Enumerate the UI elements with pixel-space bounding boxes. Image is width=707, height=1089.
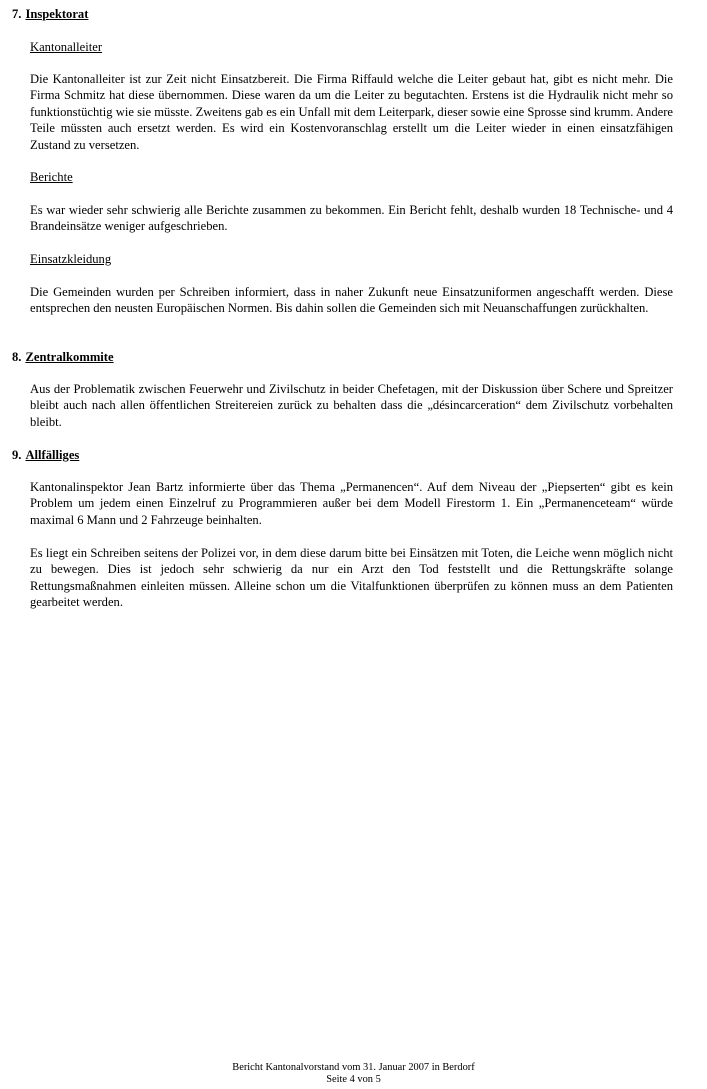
- section-number: 9.: [12, 448, 22, 462]
- paragraph-kantonalleiter: Die Kantonalleiter ist zur Zeit nicht Einsatzbereit. Die Firma Riffauld welche die Leiter gebaut hat, gibt es nicht mehr. Die Firma Schmitz hat diese übernommen. Diese waren da um die Leiter zu begutachten. Erstens ist die Hydraulik nicht mehr so funktionstüchtig wie sie müsste. Zweitens gab es ein Unfall mit dem Leiterpark, dieser sowie eine Sprosse sind krumm. Andere Teile müssten auch ersetzt werden. Es wird ein Kostenvoranschlag erstellt um die Leiter wieder in einen einsatzfähigen Zustand zu versetzen.: [30, 72, 673, 152]
- section-number: 7.: [12, 7, 22, 21]
- paragraph-zentralkommite: Aus der Problematik zwischen Feuerwehr und Zivilschutz in beider Chefetagen, mit der Diskussion über Schere und Spreitzer bleibt auch nach allen öffentlichen Streitereien zurück zu behalten dass die „désincarceration“ dem Zivilschutz vorbehalten bleibt.: [30, 382, 673, 429]
- subheading-einsatzkleidung: Einsatzkleidung: [30, 252, 112, 266]
- section-title: Allfälliges: [25, 448, 80, 462]
- section-heading-inspektorat: [12, 6, 88, 22]
- paragraph-einsatzkleidung: Die Gemeinden wurden per Schreiben informiert, dass in naher Zukunft neue Einsatzuniformen angeschafft werden. Diese entsprechen den neusten Europäischen Normen. Bis dahin sollen die Gemeinden sich mit Neuanschaffungen zurückhalten.: [30, 285, 673, 316]
- section-heading-zentralkommite: [12, 349, 114, 365]
- subheading-berichte: Berichte: [30, 170, 73, 184]
- subheading-kantonalleiter: Kantonalleiter: [30, 40, 103, 54]
- footer-page-number: Seite 4 von 5: [326, 1074, 381, 1085]
- paragraph-berichte: Es war wieder sehr schwierig alle Berichte zusammen zu bekommen. Ein Bericht fehlt, deshalb wurden 18 Technische- und 4 Brandeinsätze weniger aufgeschrieben.: [30, 203, 673, 234]
- section-title: Zentralkommite: [25, 350, 114, 364]
- paragraph-permanencen: Kantonalinspektor Jean Bartz informierte über das Thema „Permanencen“. Auf dem Niveau der „Piepserten“ gibt es kein Problem um jedem einen Einzelruf zu Programmieren außer bei dem Modell Firestorm 1. Ein „Permanenceteam“ würde maximal 6 Mann und 2 Fahrzeuge beinhalten.: [30, 480, 673, 527]
- footer-report-line: Bericht Kantonalvorstand vom 31. Januar 2007 in Berdorf: [232, 1062, 475, 1073]
- section-number: 8.: [12, 350, 22, 364]
- section-heading-allfaelliges: [12, 447, 79, 463]
- section-title: Inspektorat: [25, 7, 89, 21]
- paragraph-polizei: Es liegt ein Schreiben seitens der Polizei vor, in dem diese darum bitte bei Einsätzen mit Toten, die Leiche wenn möglich nicht zu bewegen. Dies ist jedoch sehr schwierig da nur ein Arzt den Tod feststellt und die Rettungskräfte solange Rettungsmaßnahmen einleiten müssen. Alleine schon um die Vitalfunktionen überprüfen zu können muss an dem Patienten gearbeitet werden.: [30, 546, 673, 610]
